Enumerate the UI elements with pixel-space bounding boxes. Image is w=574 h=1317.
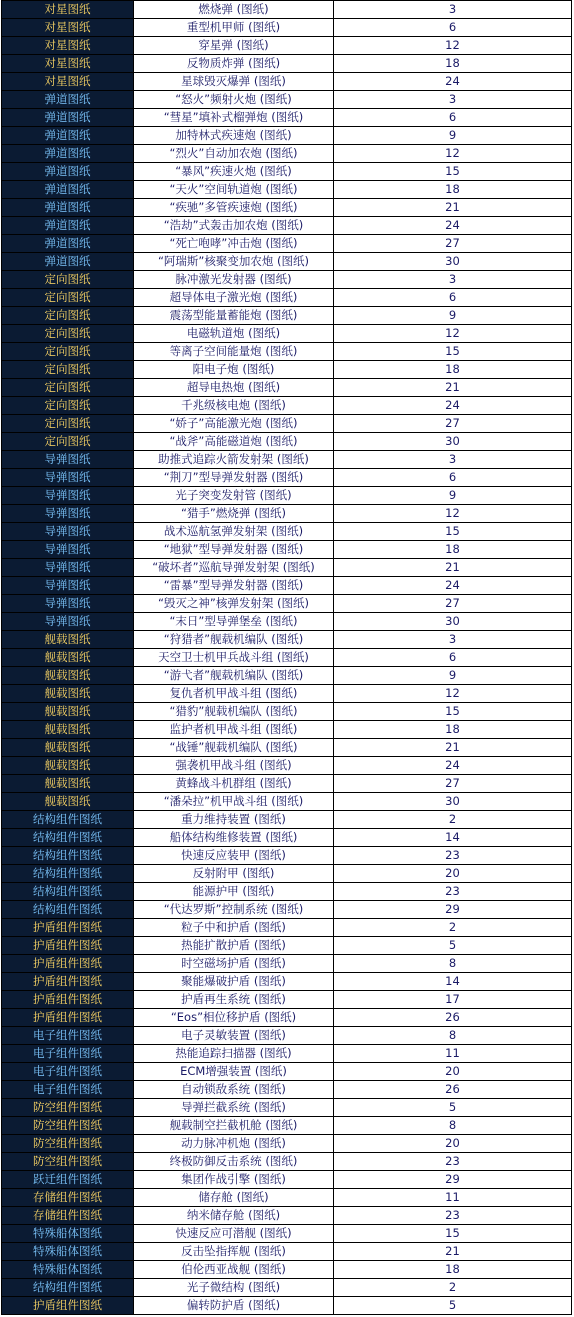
category-cell: 护盾组件图纸 (2, 1297, 134, 1315)
table-row (2, 559, 572, 577)
item-name-cell: 偏转防护盾 (图纸) (134, 1297, 334, 1315)
category-cell: 舰载图纸 (2, 757, 134, 775)
category-cell: 弹道图纸 (2, 91, 134, 109)
item-name-cell: “战锤”舰载机编队 (图纸) (134, 739, 334, 757)
quantity-cell: 15 (334, 163, 572, 181)
item-name-cell: 快速反应装甲 (图纸) (134, 847, 334, 865)
table-row (2, 73, 572, 91)
category-cell: 舰载图纸 (2, 649, 134, 667)
category-cell: 导弹图纸 (2, 487, 134, 505)
item-name-cell: “浩劫”式轰击加农炮 (图纸) (134, 217, 334, 235)
category-cell: 护盾组件图纸 (2, 937, 134, 955)
category-cell: 对星图纸 (2, 55, 134, 73)
quantity-cell: 14 (334, 829, 572, 847)
category-cell: 对星图纸 (2, 73, 134, 91)
category-cell: 舰载图纸 (2, 685, 134, 703)
category-cell: 定向图纸 (2, 379, 134, 397)
category-cell: 定向图纸 (2, 307, 134, 325)
quantity-cell: 21 (334, 559, 572, 577)
table-row (2, 955, 572, 973)
item-name-cell: 反物质炸弹 (图纸) (134, 55, 334, 73)
table-row (2, 163, 572, 181)
item-name-cell: 热能扩散护盾 (图纸) (134, 937, 334, 955)
table-row (2, 217, 572, 235)
quantity-cell: 12 (334, 685, 572, 703)
category-cell: 舰载图纸 (2, 631, 134, 649)
quantity-cell: 5 (334, 1297, 572, 1315)
table-row (2, 145, 572, 163)
quantity-cell: 18 (334, 721, 572, 739)
table-row (2, 685, 572, 703)
table-row (2, 1099, 572, 1117)
table-row (2, 397, 572, 415)
category-cell: 导弹图纸 (2, 505, 134, 523)
quantity-cell: 9 (334, 127, 572, 145)
quantity-cell: 12 (334, 505, 572, 523)
table-row (2, 127, 572, 145)
quantity-cell: 23 (334, 847, 572, 865)
quantity-cell: 3 (334, 91, 572, 109)
item-name-cell: 快速反应可潜舰 (图纸) (134, 1225, 334, 1243)
category-cell: 舰载图纸 (2, 721, 134, 739)
category-cell: 结构组件图纸 (2, 883, 134, 901)
category-cell: 结构组件图纸 (2, 865, 134, 883)
item-name-cell: 脉冲激光发射器 (图纸) (134, 271, 334, 289)
item-name-cell: “暴风”疾速火炮 (图纸) (134, 163, 334, 181)
item-name-cell: 纳米储存舱 (图纸) (134, 1207, 334, 1225)
table-row (2, 1279, 572, 1297)
quantity-cell: 30 (334, 433, 572, 451)
table-row (2, 721, 572, 739)
category-cell: 防空组件图纸 (2, 1153, 134, 1171)
quantity-cell: 6 (334, 19, 572, 37)
item-name-cell: “战斧”高能磁道炮 (图纸) (134, 433, 334, 451)
table-row (2, 55, 572, 73)
category-cell: 防空组件图纸 (2, 1099, 134, 1117)
item-name-cell: 聚能爆破护盾 (图纸) (134, 973, 334, 991)
item-name-cell: 黄蜂战斗机群组 (图纸) (134, 775, 334, 793)
item-name-cell: 伯伦西亚战舰 (图纸) (134, 1261, 334, 1279)
quantity-cell: 11 (334, 1189, 572, 1207)
quantity-cell: 26 (334, 1009, 572, 1027)
category-cell: 护盾组件图纸 (2, 973, 134, 991)
item-name-cell: 动力脉冲机炮 (图纸) (134, 1135, 334, 1153)
table-row (2, 253, 572, 271)
item-name-cell: 重型机甲师 (图纸) (134, 19, 334, 37)
category-cell: 结构组件图纸 (2, 847, 134, 865)
quantity-cell: 2 (334, 1279, 572, 1297)
quantity-cell: 9 (334, 307, 572, 325)
table-row (2, 523, 572, 541)
table-row (2, 289, 572, 307)
category-cell: 跃迁组件图纸 (2, 1171, 134, 1189)
table-row (2, 793, 572, 811)
item-name-cell: “猎豹”舰载机编队 (图纸) (134, 703, 334, 721)
quantity-cell: 18 (334, 361, 572, 379)
category-cell: 导弹图纸 (2, 523, 134, 541)
quantity-cell: 15 (334, 523, 572, 541)
category-cell: 舰载图纸 (2, 793, 134, 811)
quantity-cell: 26 (334, 1081, 572, 1099)
table-row (2, 91, 572, 109)
quantity-cell: 24 (334, 577, 572, 595)
category-cell: 对星图纸 (2, 19, 134, 37)
category-cell: 电子组件图纸 (2, 1063, 134, 1081)
table-row (2, 325, 572, 343)
table-row (2, 739, 572, 757)
quantity-cell: 15 (334, 1225, 572, 1243)
category-cell: 定向图纸 (2, 271, 134, 289)
table-row (2, 505, 572, 523)
item-name-cell: 护盾再生系统 (图纸) (134, 991, 334, 1009)
item-name-cell: 星球毁灭爆弹 (图纸) (134, 73, 334, 91)
category-cell: 护盾组件图纸 (2, 991, 134, 1009)
table-row (2, 1027, 572, 1045)
table-row (2, 109, 572, 127)
quantity-cell: 11 (334, 1045, 572, 1063)
table-row (2, 1207, 572, 1225)
category-cell: 防空组件图纸 (2, 1135, 134, 1153)
quantity-cell: 18 (334, 541, 572, 559)
table-row (2, 901, 572, 919)
quantity-cell: 30 (334, 253, 572, 271)
item-name-cell: “代达罗斯”控制系统 (图纸) (134, 901, 334, 919)
table-row (2, 1243, 572, 1261)
table-row (2, 811, 572, 829)
item-name-cell: “末日”型导弹堡垒 (图纸) (134, 613, 334, 631)
category-cell: 结构组件图纸 (2, 1279, 134, 1297)
table-row (2, 649, 572, 667)
item-name-cell: 阳电子炮 (图纸) (134, 361, 334, 379)
item-name-cell: 粒子中和护盾 (图纸) (134, 919, 334, 937)
quantity-cell: 23 (334, 1207, 572, 1225)
category-cell: 对星图纸 (2, 1, 134, 19)
table-row (2, 1063, 572, 1081)
category-cell: 弹道图纸 (2, 199, 134, 217)
category-cell: 护盾组件图纸 (2, 955, 134, 973)
quantity-cell: 20 (334, 1063, 572, 1081)
category-cell: 舰载图纸 (2, 703, 134, 721)
table-row (2, 451, 572, 469)
category-cell: 弹道图纸 (2, 163, 134, 181)
table-row (2, 1297, 572, 1315)
table-row (2, 1189, 572, 1207)
quantity-cell: 23 (334, 883, 572, 901)
item-name-cell: “荆刀”型导弹发射器 (图纸) (134, 469, 334, 487)
table-row (2, 235, 572, 253)
quantity-cell: 27 (334, 415, 572, 433)
category-cell: 舰载图纸 (2, 775, 134, 793)
table-row (2, 1153, 572, 1171)
item-name-cell: “雷暴”型导弹发射器 (图纸) (134, 577, 334, 595)
category-cell: 对星图纸 (2, 37, 134, 55)
quantity-cell: 8 (334, 955, 572, 973)
quantity-cell: 14 (334, 973, 572, 991)
quantity-cell: 3 (334, 1, 572, 19)
quantity-cell: 2 (334, 811, 572, 829)
quantity-cell: 20 (334, 865, 572, 883)
quantity-cell: 12 (334, 325, 572, 343)
quantity-cell: 5 (334, 937, 572, 955)
item-name-cell: 热能追踪扫描器 (图纸) (134, 1045, 334, 1063)
quantity-cell: 18 (334, 55, 572, 73)
table-row (2, 343, 572, 361)
table-row (2, 271, 572, 289)
table-row (2, 379, 572, 397)
table-row (2, 937, 572, 955)
quantity-cell: 2 (334, 919, 572, 937)
table-row (2, 199, 572, 217)
category-cell: 弹道图纸 (2, 109, 134, 127)
quantity-cell: 12 (334, 37, 572, 55)
category-cell: 导弹图纸 (2, 451, 134, 469)
quantity-cell: 17 (334, 991, 572, 1009)
category-cell: 电子组件图纸 (2, 1027, 134, 1045)
blueprint-table-body (2, 1, 572, 1315)
category-cell: 导弹图纸 (2, 595, 134, 613)
item-name-cell: 加特林式疾速炮 (图纸) (134, 127, 334, 145)
quantity-cell: 15 (334, 343, 572, 361)
item-name-cell: 船体结构维修装置 (图纸) (134, 829, 334, 847)
quantity-cell: 9 (334, 487, 572, 505)
table-row (2, 1171, 572, 1189)
item-name-cell: 终极防御反击系统 (图纸) (134, 1153, 334, 1171)
quantity-cell: 5 (334, 1099, 572, 1117)
quantity-cell: 6 (334, 109, 572, 127)
table-row (2, 433, 572, 451)
category-cell: 导弹图纸 (2, 469, 134, 487)
category-cell: 护盾组件图纸 (2, 919, 134, 937)
quantity-cell: 29 (334, 901, 572, 919)
table-row (2, 469, 572, 487)
quantity-cell: 21 (334, 199, 572, 217)
category-cell: 弹道图纸 (2, 181, 134, 199)
item-name-cell: “彗星”填补式榴弹炮 (图纸) (134, 109, 334, 127)
item-name-cell: ECM增强装置 (图纸) (134, 1063, 334, 1081)
table-row (2, 847, 572, 865)
table-row (2, 757, 572, 775)
item-name-cell: “游弋者”舰载机编队 (图纸) (134, 667, 334, 685)
category-cell: 舰载图纸 (2, 667, 134, 685)
table-row (2, 37, 572, 55)
quantity-cell: 18 (334, 1261, 572, 1279)
item-name-cell: 能源护甲 (图纸) (134, 883, 334, 901)
item-name-cell: 储存舱 (图纸) (134, 1189, 334, 1207)
item-name-cell: 反击坠指挥舰 (图纸) (134, 1243, 334, 1261)
item-name-cell: “怒火”频射火炮 (图纸) (134, 91, 334, 109)
item-name-cell: “娇子”高能激光炮 (图纸) (134, 415, 334, 433)
table-row (2, 973, 572, 991)
quantity-cell: 24 (334, 73, 572, 91)
item-name-cell: “死亡咆哮”冲击炮 (图纸) (134, 235, 334, 253)
item-name-cell: 反射附甲 (图纸) (134, 865, 334, 883)
quantity-cell: 8 (334, 1117, 572, 1135)
category-cell: 舰载图纸 (2, 739, 134, 757)
quantity-cell: 6 (334, 469, 572, 487)
quantity-cell: 23 (334, 1153, 572, 1171)
table-row (2, 19, 572, 37)
quantity-cell: 20 (334, 1135, 572, 1153)
category-cell: 电子组件图纸 (2, 1081, 134, 1099)
category-cell: 定向图纸 (2, 397, 134, 415)
table-row (2, 667, 572, 685)
category-cell: 弹道图纸 (2, 145, 134, 163)
table-row (2, 631, 572, 649)
table-row (2, 883, 572, 901)
item-name-cell: “潘朵拉”机甲战斗组 (图纸) (134, 793, 334, 811)
item-name-cell: 集团作战引擎 (图纸) (134, 1171, 334, 1189)
item-name-cell: 战术巡航氢弹发射架 (图纸) (134, 523, 334, 541)
category-cell: 定向图纸 (2, 343, 134, 361)
quantity-cell: 29 (334, 1171, 572, 1189)
quantity-cell: 24 (334, 757, 572, 775)
table-row (2, 1009, 572, 1027)
table-row (2, 775, 572, 793)
item-name-cell: 千兆级核电炮 (图纸) (134, 397, 334, 415)
item-name-cell: 燃烧弹 (图纸) (134, 1, 334, 19)
category-cell: 导弹图纸 (2, 559, 134, 577)
table-row (2, 487, 572, 505)
quantity-cell: 9 (334, 667, 572, 685)
quantity-cell: 27 (334, 235, 572, 253)
table-row (2, 1045, 572, 1063)
quantity-cell: 27 (334, 595, 572, 613)
category-cell: 弹道图纸 (2, 217, 134, 235)
table-row (2, 307, 572, 325)
category-cell: 结构组件图纸 (2, 901, 134, 919)
table-row (2, 1135, 572, 1153)
category-cell: 定向图纸 (2, 325, 134, 343)
table-row (2, 181, 572, 199)
quantity-cell: 6 (334, 289, 572, 307)
quantity-cell: 24 (334, 397, 572, 415)
item-name-cell: 天空卫士机甲兵战斗组 (图纸) (134, 649, 334, 667)
category-cell: 定向图纸 (2, 415, 134, 433)
quantity-cell: 15 (334, 703, 572, 721)
item-name-cell: “狩猎者”舰载机编队 (图纸) (134, 631, 334, 649)
category-cell: 特殊船体图纸 (2, 1225, 134, 1243)
item-name-cell: 电磁轨道炮 (图纸) (134, 325, 334, 343)
category-cell: 特殊船体图纸 (2, 1243, 134, 1261)
table-row (2, 595, 572, 613)
quantity-cell: 30 (334, 793, 572, 811)
item-name-cell: 助推式追踪火箭发射架 (图纸) (134, 451, 334, 469)
item-name-cell: 时空磁场护盾 (图纸) (134, 955, 334, 973)
category-cell: 结构组件图纸 (2, 829, 134, 847)
category-cell: 结构组件图纸 (2, 811, 134, 829)
item-name-cell: “天火”空间轨道炮 (图纸) (134, 181, 334, 199)
item-name-cell: “阿瑞斯”核聚变加农炮 (图纸) (134, 253, 334, 271)
table-row (2, 865, 572, 883)
table-row (2, 577, 572, 595)
table-row (2, 919, 572, 937)
item-name-cell: “毁灭之神”核弹发射架 (图纸) (134, 595, 334, 613)
quantity-cell: 3 (334, 631, 572, 649)
item-name-cell: 震荡型能量蓄能炮 (图纸) (134, 307, 334, 325)
item-name-cell: 监护者机甲战斗组 (图纸) (134, 721, 334, 739)
item-name-cell: 光子突变发射管 (图纸) (134, 487, 334, 505)
item-name-cell: 复仇者机甲战斗组 (图纸) (134, 685, 334, 703)
table-row (2, 361, 572, 379)
table-row (2, 1, 572, 19)
item-name-cell: 重力维持装置 (图纸) (134, 811, 334, 829)
category-cell: 弹道图纸 (2, 127, 134, 145)
quantity-cell: 30 (334, 613, 572, 631)
item-name-cell: “地狱”型导弹发射器 (图纸) (134, 541, 334, 559)
table-row (2, 415, 572, 433)
quantity-cell: 27 (334, 775, 572, 793)
table-row (2, 541, 572, 559)
table-row (2, 991, 572, 1009)
category-cell: 防空组件图纸 (2, 1117, 134, 1135)
item-name-cell: 自动锁敌系统 (图纸) (134, 1081, 334, 1099)
category-cell: 存储组件图纸 (2, 1207, 134, 1225)
category-cell: 存储组件图纸 (2, 1189, 134, 1207)
quantity-cell: 24 (334, 217, 572, 235)
quantity-cell: 3 (334, 451, 572, 469)
item-name-cell: 强袭机甲战斗组 (图纸) (134, 757, 334, 775)
blueprint-table (1, 0, 572, 1315)
item-name-cell: 导弹拦截系统 (图纸) (134, 1099, 334, 1117)
category-cell: 电子组件图纸 (2, 1045, 134, 1063)
table-row (2, 1117, 572, 1135)
table-row (2, 703, 572, 721)
item-name-cell: 等离子空间能量炮 (图纸) (134, 343, 334, 361)
table-row (2, 1261, 572, 1279)
table-row (2, 1081, 572, 1099)
item-name-cell: “烈火”自动加农炮 (图纸) (134, 145, 334, 163)
item-name-cell: “疾驰”多管疾速炮 (图纸) (134, 199, 334, 217)
item-name-cell: “Eos”相位移护盾 (图纸) (134, 1009, 334, 1027)
table-row (2, 1225, 572, 1243)
item-name-cell: 电子灵敏装置 (图纸) (134, 1027, 334, 1045)
quantity-cell: 21 (334, 1243, 572, 1261)
item-name-cell: “破坏者”巡航导弹发射架 (图纸) (134, 559, 334, 577)
quantity-cell: 12 (334, 145, 572, 163)
category-cell: 特殊船体图纸 (2, 1261, 134, 1279)
category-cell: 导弹图纸 (2, 613, 134, 631)
category-cell: 弹道图纸 (2, 253, 134, 271)
table-row (2, 613, 572, 631)
item-name-cell: 舰载制空拦截机舱 (图纸) (134, 1117, 334, 1135)
category-cell: 定向图纸 (2, 361, 134, 379)
quantity-cell: 21 (334, 739, 572, 757)
item-name-cell: “猎手”燃烧弹 (图纸) (134, 505, 334, 523)
category-cell: 导弹图纸 (2, 577, 134, 595)
quantity-cell: 18 (334, 181, 572, 199)
category-cell: 定向图纸 (2, 433, 134, 451)
quantity-cell: 6 (334, 649, 572, 667)
category-cell: 定向图纸 (2, 289, 134, 307)
category-cell: 弹道图纸 (2, 235, 134, 253)
quantity-cell: 21 (334, 379, 572, 397)
item-name-cell: 光子微结构 (图纸) (134, 1279, 334, 1297)
item-name-cell: 超导电热炮 (图纸) (134, 379, 334, 397)
category-cell: 护盾组件图纸 (2, 1009, 134, 1027)
item-name-cell: 穿星弹 (图纸) (134, 37, 334, 55)
quantity-cell: 3 (334, 271, 572, 289)
table-row (2, 829, 572, 847)
item-name-cell: 超导体电子激光炮 (图纸) (134, 289, 334, 307)
category-cell: 导弹图纸 (2, 541, 134, 559)
quantity-cell: 8 (334, 1027, 572, 1045)
